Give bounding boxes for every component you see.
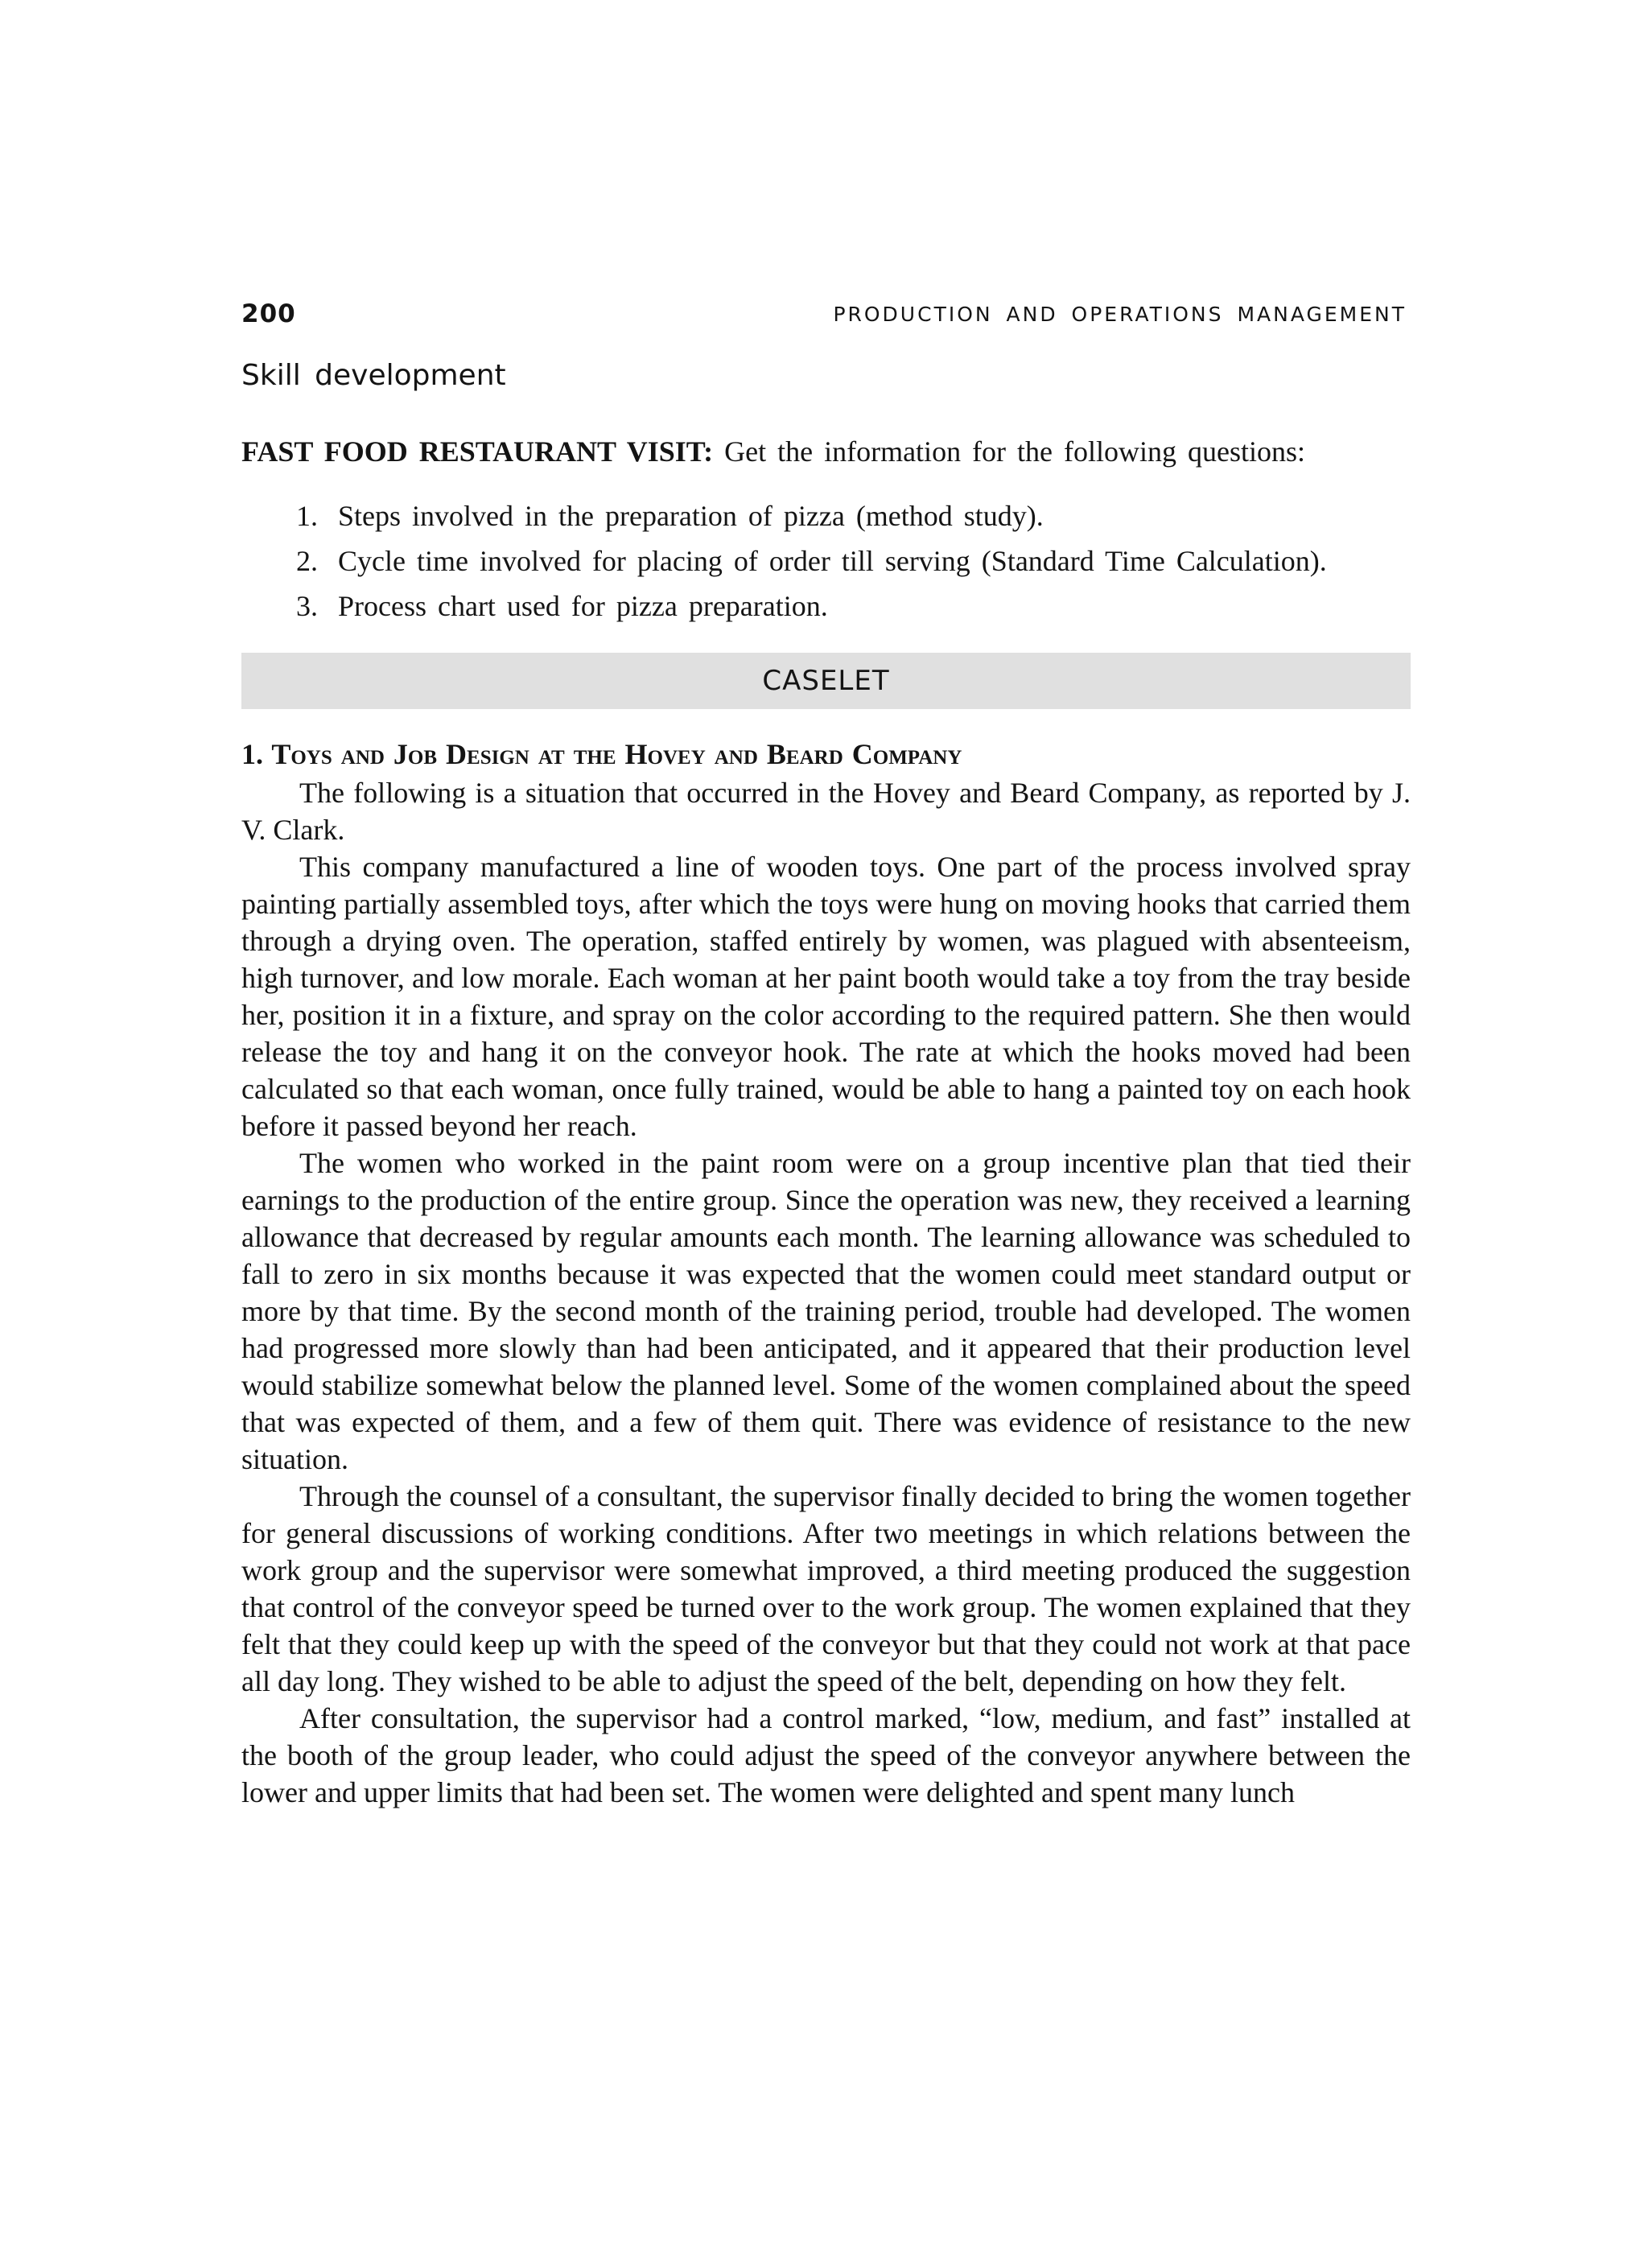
body-paragraph: The following is a situation that occurred in the Hovey and Beard Company, as reported by J. V. Clark.	[241, 777, 1411, 846]
page-header	[241, 299, 1407, 332]
running-head: PRODUCTION AND OPERATIONS MANAGEMENT	[833, 303, 1407, 326]
fast-food-prompt	[241, 433, 1407, 470]
caselet-label: CASELET	[762, 665, 890, 697]
case-title: 1. Toys and Job Design at the Hovey and Beard Company	[241, 738, 962, 770]
list-item	[296, 497, 1407, 542]
body-paragraph: This company manufactured a line of wooden toys. One part of the process involved spray painting partially assembled toys, after which the toys were hung on moving hooks that carried them through a drying oven. The operation, staffed entirely by women, was plagued with absenteeism, high turnover, and low morale. Each woman at her paint booth would take a toy from the tray beside her, position it in a fixture, and spray on the color according to the required pattern. She then would release the toy and hang it on the conveyor hook. The rate at which the hooks moved had been calculated so that each woman, once fully trained, would be able to hang a painted toy on each hook before it passed beyond her reach.	[241, 851, 1411, 1142]
body-paragraph: Through the counsel of a consultant, the supervisor finally decided to bring the women together for general discussions of working conditions. After two meetings in which relations between the work group and the supervisor were somewhat improved, a third meeting produced the suggestion that control of the conveyor speed be turned over to the work group. The women explained that they felt that they could keep up with the speed of the conveyor but that they could not work at that pace all day long. They wished to be able to adjust the speed of the belt, depending on how they felt.	[241, 1480, 1411, 1697]
body-paragraph: The women who worked in the paint room were on a group incentive plan that tied their earnings to the production of the entire group. Since the operation was new, they received a learning allowance that decreased by regular amounts each month. The learning allowance was scheduled to fall to zero in six months because it was expected that the women could meet standard output or more by that time. By the second month of the training period, trouble had developed. The women had progressed more slowly than had been anticipated, and it appeared that their production level would stabilize somewhat below the planned level. Some of the women complained about the speed that was expected of them, and a few of them quit. There was evidence of resistance to the new situation.	[241, 1147, 1411, 1475]
fast-food-text: Get the information for the following questions:	[713, 435, 1306, 468]
body-paragraph: After consultation, the supervisor had a control marked, “low, medium, and fast” installed at the booth of the group leader, who could adjust the speed of the conveyor anywhere between the lower and upper limits that had been set. The women were delighted and spent many lunch	[241, 1702, 1411, 1808]
fast-food-lead: FAST FOOD RESTAURANT VISIT:	[241, 435, 714, 468]
list-item-number: 3.	[296, 590, 318, 622]
case-body	[241, 774, 1411, 1811]
list-item-text: Process chart used for pizza preparation.	[338, 590, 828, 622]
list-item-number: 1.	[296, 500, 318, 532]
list-item	[296, 588, 1407, 633]
question-list	[296, 497, 1407, 633]
list-item-number: 2.	[296, 545, 318, 577]
section-heading: Skill development	[241, 359, 506, 392]
caselet-banner	[241, 653, 1411, 709]
list-item	[296, 542, 1407, 588]
list-item-text: Cycle time involved for placing of order till serving (Standard Time Calculation).	[338, 545, 1327, 577]
page-number: 200	[241, 299, 296, 328]
list-item-text: Steps involved in the preparation of pizza (method study).	[338, 500, 1044, 532]
